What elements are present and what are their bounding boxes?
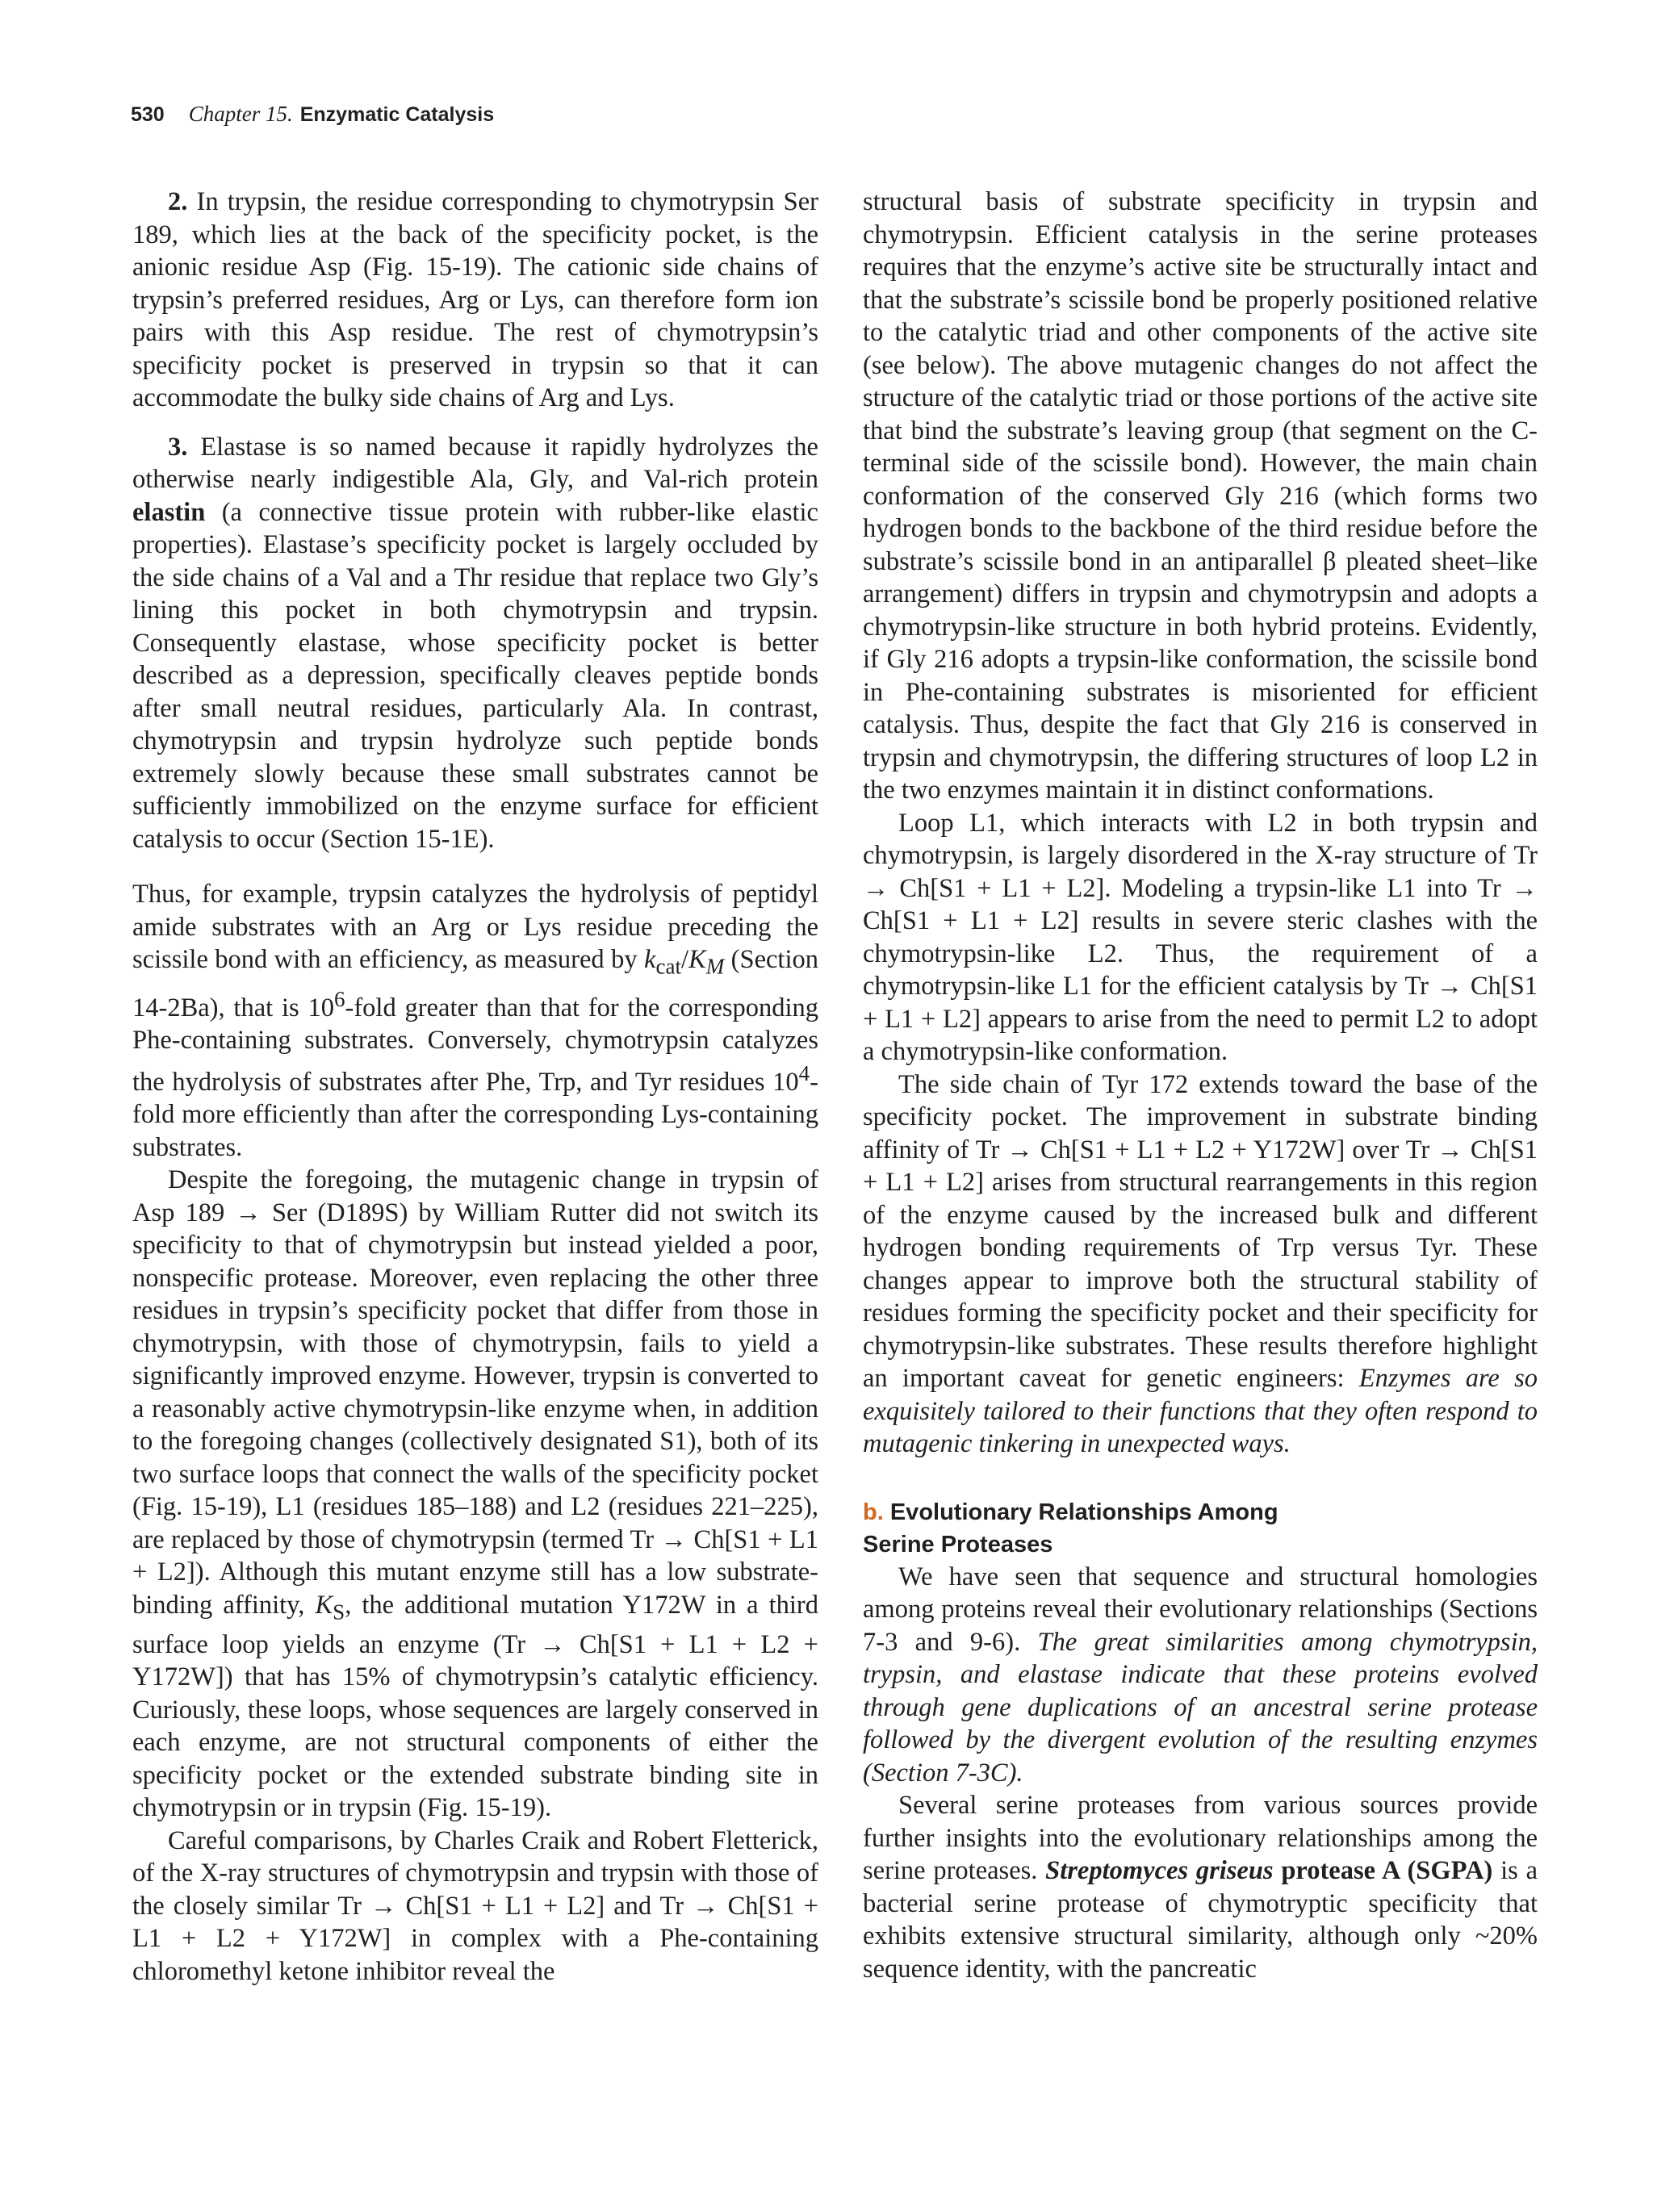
right-column (863, 186, 1538, 1985)
paragraph-text: Loop L1, which interacts with L2 in both trypsin and chymotrypsin, is largely disordered in the X-ray structure of Tr → Ch[S1 + L1 + L2]. Modeling a trypsin-like L1 into Tr → Ch[S1 + L1 + L2] results in severe steric clashes with the chymotrypsin-like L2. Thus, the requirement of a chymotrypsin-like L1 for the efficient catalysis by Tr → Ch[S1 + L1 + L2] appears to arise from the need to permit L2 to adopt a chymotrypsin-like conformation. (863, 808, 1538, 1066)
paragraph (863, 1561, 1538, 1790)
paragraph-text: -fold greater than that for the corresponding Phe-containing substrates. Conversely, chymotrypsin catalyzes the hydrolysis of substrates after Phe, Trp, and Tyr residues 10 (132, 993, 818, 1097)
paragraph: structural basis of substrate specificity in trypsin and chymotrypsin. Efficient catalysis in the serine proteases requires that the enzyme’s active site be structurally intact and that the substrate’s scissile bond be properly positioned relative to the catalytic triad and other components of the active site (see below). The above mutagenic changes do not affect the structure of the catalytic triad or those portions of the active site that bind the substrate’s leaving group (that segment on the C-terminal side of the scissile bond). However, the main chain conformation of the conserved Gly 216 (which forms two hydrogen bonds to the backbone of the third residue before the substrate’s scissile bond in an antiparallel β pleated sheet–like arrangement) differs in trypsin and chymotrypsin and adopts a chymotrypsin-like structure in both hybrid proteins. Evidently, if Gly 216 adopts a trypsin-like conformation, the scissile bond in Phe-containing substrates is misoriented for efficient catalysis. Thus, despite the fact that Gly 216 is conserved in trypsin and chymotrypsin, the differing structures of loop L2 in the two enzymes maintain it in distinct conformations. (863, 187, 1538, 805)
paragraph-text: is a bacterial serine protease of chymotryptic specificity that exhibits extensive structural similarity, although only ~20% sequence identity, with the pancreatic (863, 1856, 1538, 1984)
paragraph (132, 878, 818, 1164)
paragraph-text: The side chain of Tyr 172 extends toward the base of the specificity pocket. The improvement in substrate binding affinity of Tr → Ch[S1 + L1 + L2 + Y172W] over Tr → Ch[S1 + L1 + L2] arises from structural rearrangements in this region of the enzyme caused by the increased bulk and different hydrogen bonding requirements of Trp versus Tyr. These changes appear to improve both the structural stability of residues forming the specificity pocket and their specificity for chymotrypsin-like substrates. These results therefore highlight an important caveat for genetic engineers: (863, 1069, 1538, 1393)
math-symbol: / (681, 945, 689, 974)
paragraph (863, 807, 1538, 1068)
section-title-line1: Evolutionary Relationships Among (889, 1499, 1278, 1525)
subscript: M (705, 954, 725, 979)
paragraph-text: Despite the foregoing, the mutagenic change in trypsin of Asp 189 → Ser (D189S) by William Rutter did not switch its specificity to that of chymotrypsin but instead yielded a poor, nonspecific protease. Moreover, even replacing the other three residues in trypsin’s specificity pocket that differ from those in chymotrypsin, with those of chymotrypsin, fails to yield a significantly improved enzyme. However, trypsin is converted to a reasonably active chymotrypsin-like enzyme when, in addition to the foregoing changes (collectively designated S1), both of its two surface loops that connect the walls of the specificity pocket (Fig. 15-19), L1 (residues 185–188) and L2 (residues 221–225), are replaced by those of chymotrypsin (termed Tr → Ch[S1 + L1 + L2]). Although this mutant enzyme still has a low substrate-binding affinity, (132, 1165, 818, 1620)
paragraph-text: Elastase is so named because it rapidly hydrolyzes the otherwise nearly indigestible Ala, Gly, and Val-rich protein (132, 432, 818, 494)
paragraph (863, 1068, 1538, 1461)
paragraph (863, 1789, 1538, 1985)
superscript: 6 (333, 987, 345, 1011)
key-term: elastin (132, 497, 206, 527)
italic-emphasis: The great similarities among chymotrypsin, trypsin, and elastase indicate that these proteins evolved through gene duplications of an ancestral serine protease followed by the divergent evolution of the resulting enzymes (Section 7-3C). (863, 1627, 1538, 1788)
chapter-title: Enzymatic Catalysis (299, 103, 495, 126)
paragraph-item-3 (132, 431, 818, 856)
subscript: cat (655, 954, 681, 979)
section-heading (863, 1496, 1538, 1561)
paragraph: Careful comparisons, by Charles Craik and Robert Fletterick, of the X-ray structures of chymotrypsin and trypsin with those of the closely similar Tr → Ch[S1 + L1 + L2] and Tr → Ch[S1 + L1 + L2 + Y172W] in complex with a Phe-containing chloromethyl ketone inhibitor reveal the (132, 1825, 818, 1986)
paragraph (132, 1164, 818, 1825)
list-number: 2. (168, 187, 188, 216)
left-column (132, 186, 818, 1988)
key-term-italic: Streptomyces griseus (1045, 1856, 1274, 1885)
paragraph-item-2 (132, 186, 818, 415)
math-symbol: K (688, 945, 706, 974)
chapter-label: Chapter 15. (188, 102, 293, 126)
math-symbol: K (315, 1590, 333, 1620)
paragraph-text: Thus, for example, trypsin catalyzes the hydrolysis of peptidyl amide substrates with an Arg or Lys residue preceding the scissile bond with an efficiency, as measured by (132, 880, 818, 974)
paragraph-text: We have seen that sequence and structural homologies among proteins reveal their evolutionary relationships (Sections 7-3 and 9-6). (863, 1562, 1538, 1657)
section-title-line2: Serine Proteases (863, 1531, 1053, 1558)
subscript: S (333, 1599, 345, 1625)
key-term: protease A (SGPA) (1273, 1856, 1493, 1885)
paragraph-text: (Section 14-2Ba), that is 10 (132, 945, 818, 1022)
superscript: 4 (798, 1060, 810, 1085)
paragraph-text: In trypsin, the residue corresponding to chymotrypsin Ser 189, which lies at the back of the specificity pocket, is the anionic residue Asp (Fig. 15-19). The cationic side chains of trypsin’s preferred residues, Arg or Lys, can therefore form ion pairs with this Asp residue. The rest of chymotrypsin’s specificity pocket is preserved in trypsin so that it can accommodate the bulky side chains of Arg and Lys. (132, 187, 818, 412)
math-symbol: k (644, 945, 656, 974)
paragraph-text: (a connective tissue protein with rubber-like elastic properties). Elastase’s specificity pocket is largely occluded by the side chains of a Val and a Thr residue that replace two Gly’s lining this pocket in both chymotrypsin and trypsin. Consequently elastase, whose specificity pocket is better described as a depression, specifically cleaves peptide bonds after small neutral residues, particularly Ala. In contrast, chymotrypsin and trypsin hydrolyze such peptide bonds extremely slowly because these small substrates cannot be sufficiently immobilized on the enzyme surface for efficient catalysis to occur (Section 15-1E). (132, 497, 818, 854)
italic-emphasis: Enzymes are so exquisitely tailored to their functions that they often respond to mutagenic tinkering in unexpected ways. (863, 1364, 1538, 1458)
page-number: 530 (131, 103, 165, 126)
paragraph-text: , the additional mutation Y172W in a third surface loop yields an enzyme (Tr → Ch[S1 + L1 + L2 + Y172W]) that has 15% of chymotrypsin’s catalytic efficiency. Curiously, these loops, whose sequences are largely conserved in each enzyme, are not structural components of either the specificity pocket or the extended substrate binding site in chymotrypsin or in trypsin (Fig. 15-19). (132, 1590, 818, 1823)
running-header (131, 102, 494, 134)
paragraph-text: -fold more efficiently than after the corresponding Lys-containing substrates. (132, 1067, 818, 1162)
section-letter: b. (863, 1499, 884, 1525)
paragraph-text: Several serine proteases from various sources provide further insights into the evolutionary relationships among the serine proteases. (863, 1791, 1538, 1885)
list-number: 3. (168, 432, 188, 462)
